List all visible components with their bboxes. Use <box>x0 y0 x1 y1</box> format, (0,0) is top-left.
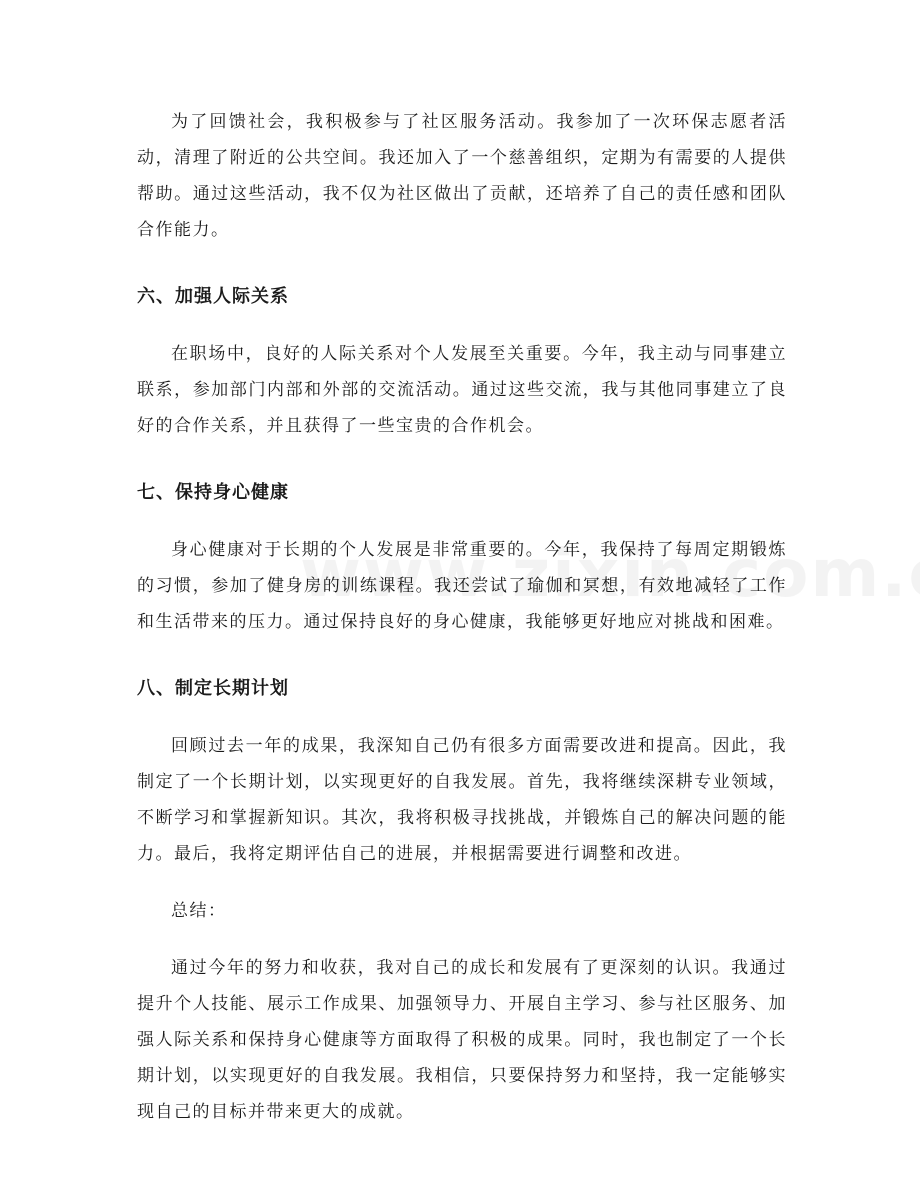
spacer <box>137 640 787 671</box>
spacer <box>137 315 787 336</box>
paragraph-summary: 通过今年的努力和收获，我对自己的成长和发展有了更深刻的认识。我通过提升个人技能、展示工作成果、加强领导力、开展自主学习、参与社区服务、加强人际关系和保持身心健康等方面取得了积极的成果。同时，我也制定了一个长期计划，以实现更好的自我发展。我相信，只要保持努力和坚持，我一定能够实现自己的目标并带来更大的成就。 <box>137 958 787 1122</box>
section-heading-long-term-plan: 八、制定长期计划 <box>137 678 289 699</box>
spacer <box>137 707 787 728</box>
spacer <box>137 872 787 893</box>
section-heading-relationships: 六、加强人际关系 <box>137 286 289 307</box>
spacer <box>137 929 787 950</box>
spacer <box>137 511 787 532</box>
spacer <box>137 248 787 279</box>
paragraph-health: 身心健康对于长期的个人发展是非常重要的。今年，我保持了每周定期锻炼的习惯，参加了健身房的训练课程。我还尝试了瑜伽和冥想，有效地减轻了工作和生活带来的压力。通过保持良好的身心健康，我能够更好地应对挑战和困难。 <box>137 540 787 632</box>
spacer <box>137 444 787 475</box>
paragraph-relationships: 在职场中，良好的人际关系对个人发展至关重要。今年，我主动与同事建立联系，参加部门内部和外部的交流活动。通过这些交流，我与其他同事建立了良好的合作关系，并且获得了一些宝贵的合作机会。 <box>137 344 787 436</box>
summary-label: 总结： <box>171 901 227 921</box>
paragraph-community-service: 为了回馈社会，我积极参与了社区服务活动。我参加了一次环保志愿者活动，清理了附近的公共空间。我还加入了一个慈善组织，定期为有需要的人提供帮助。通过这些活动，我不仅为社区做出了贡献，还培养了自己的责任感和团队合作能力。 <box>137 112 787 240</box>
document-body <box>137 104 787 1130</box>
paragraph-long-term-plan: 回顾过去一年的成果，我深知自己仍有很多方面需要改进和提高。因此，我制定了一个长期计划，以实现更好的自我发展。首先，我将继续深耕专业领域，不断学习和掌握新知识。其次，我将积极寻找挑战，并锻炼自己的解决问题的能力。最后，我将定期评估自己的进展，并根据需要进行调整和改进。 <box>137 736 787 864</box>
section-heading-health: 七、保持身心健康 <box>137 482 289 503</box>
